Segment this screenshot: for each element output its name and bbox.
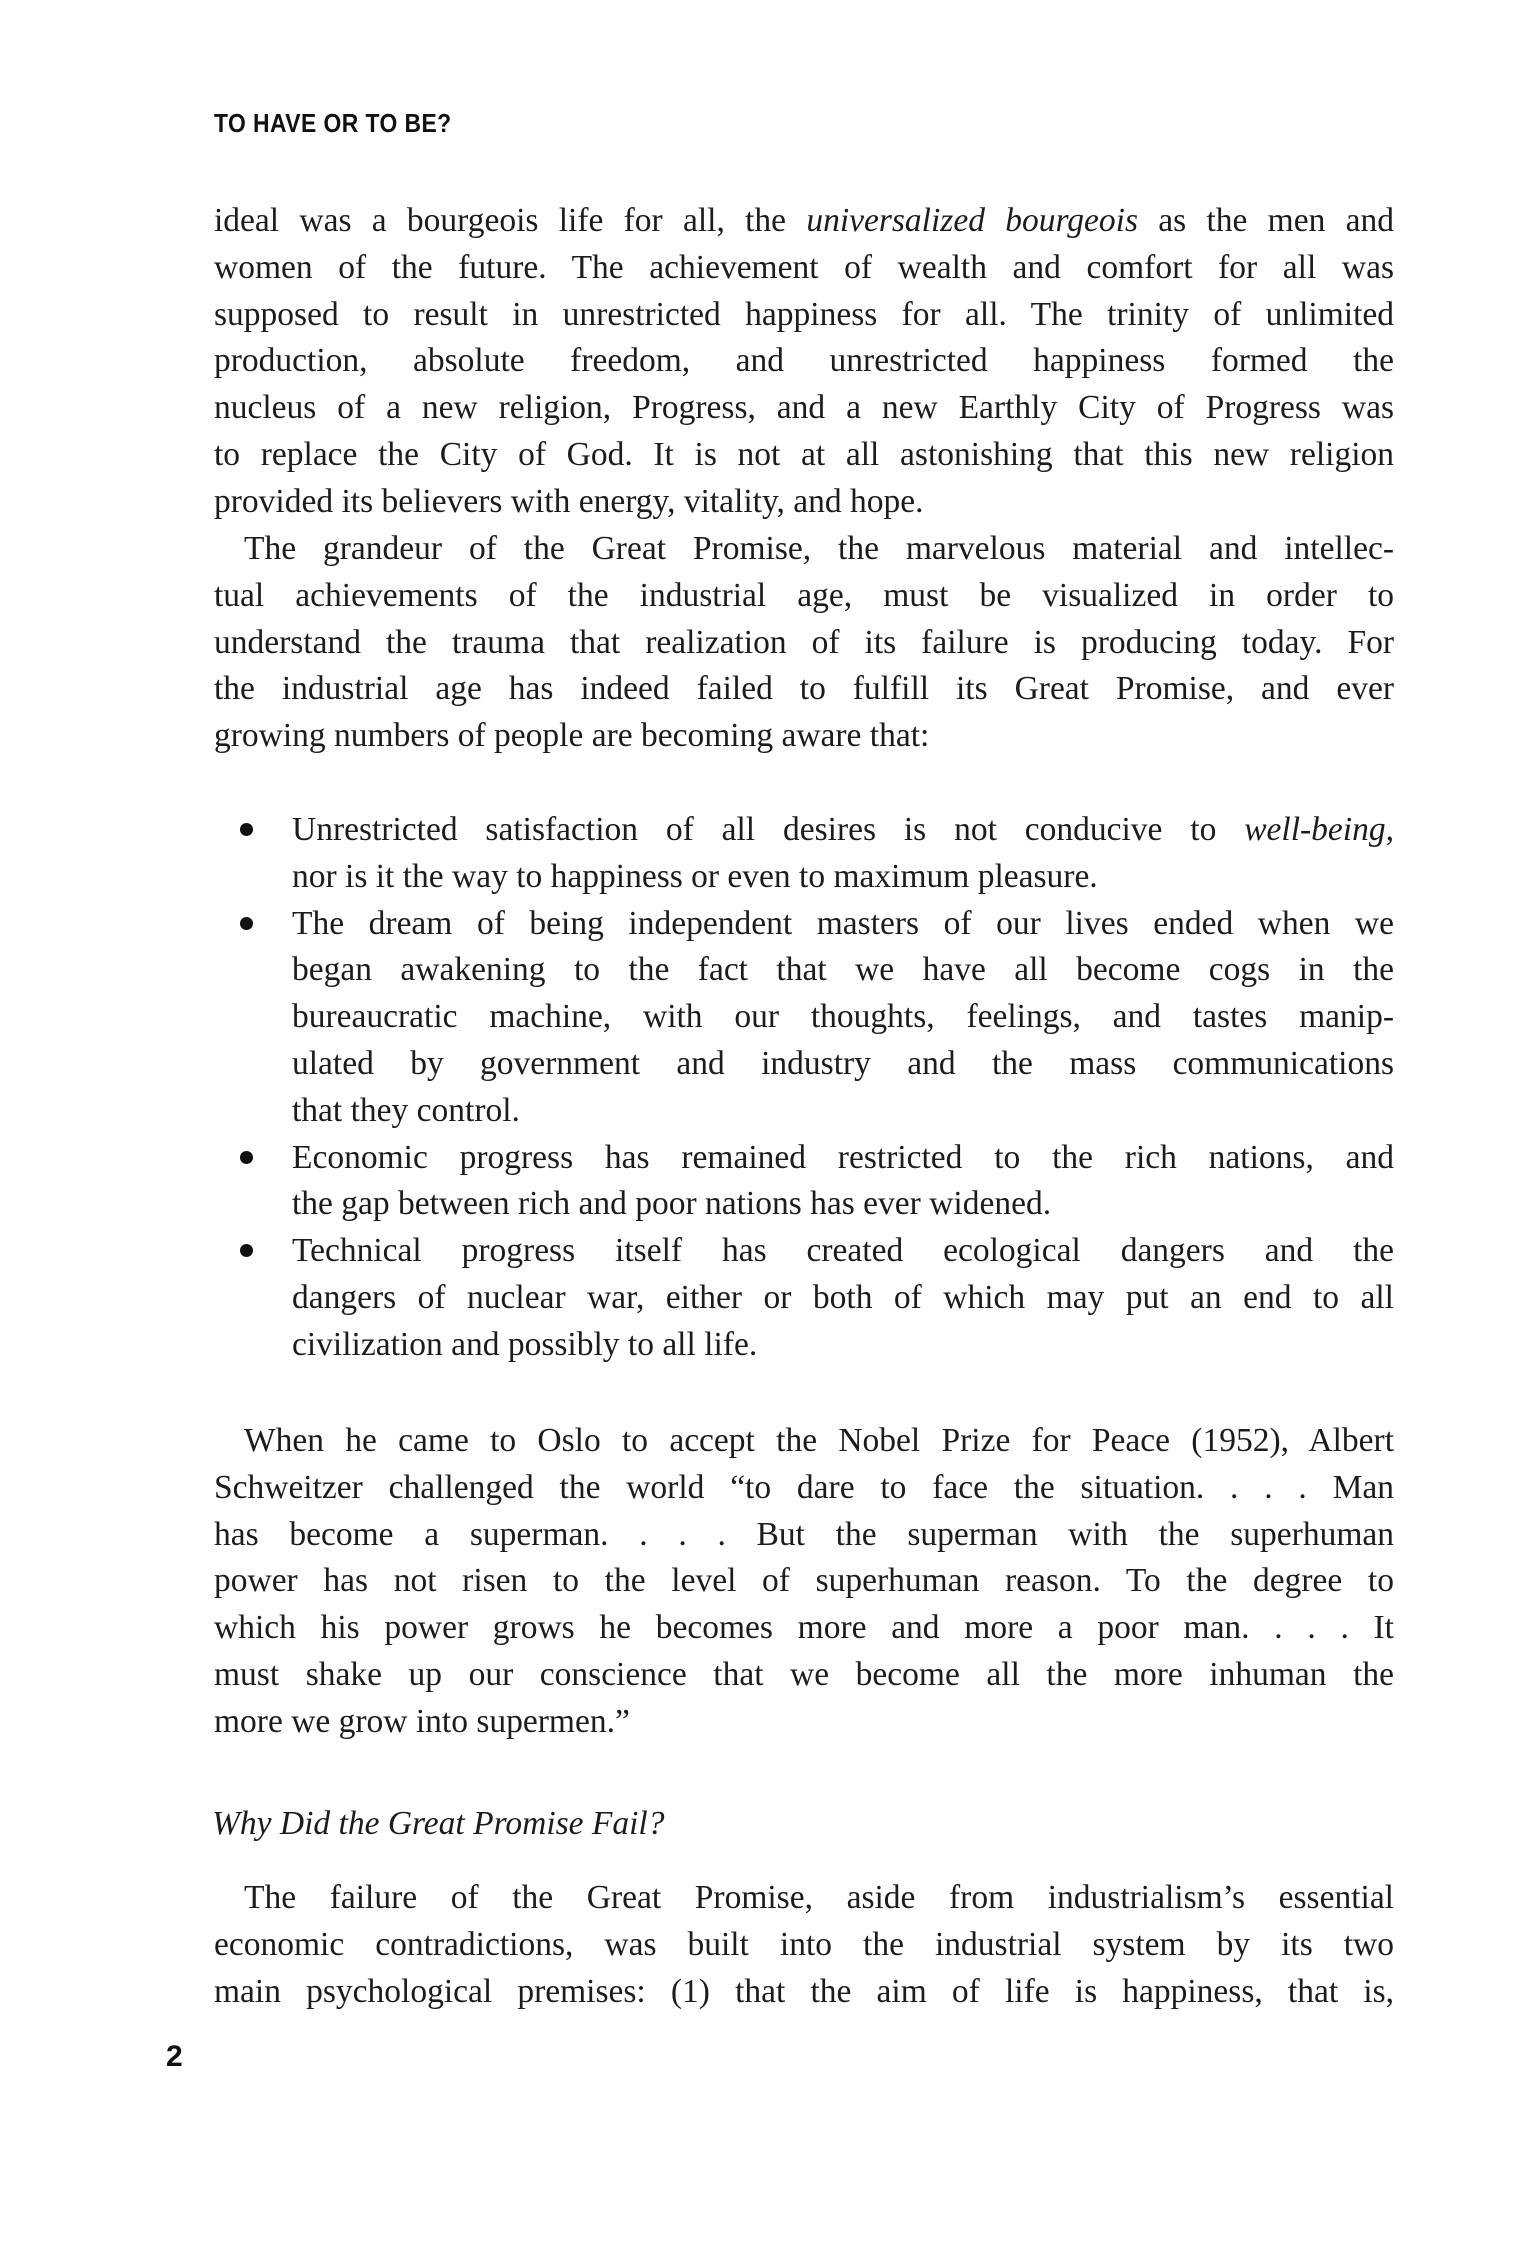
paragraph-3-line: more we grow into supermen.”	[214, 1702, 630, 1740]
section-heading: Why Did the Great Promise Fail?	[212, 1805, 665, 1842]
paragraph-1-line	[214, 197, 1394, 244]
italic-text: well-being,	[1244, 811, 1394, 848]
paragraph-2-line: tual achievements of the industrial age, must be visualized in order to	[214, 576, 1394, 614]
paragraph-1-line: production, absolute freedom, and unrestricted happiness formed the	[214, 342, 1394, 380]
bullet-item-line: bureaucratic machine, with our thoughts, feelings, and tastes manip-	[292, 998, 1394, 1036]
paragraph-1-line: women of the future. The achievement of wealth and comfort for all was	[214, 248, 1394, 286]
paragraph-3-line: When he came to Oslo to accept the Nobel Prize for Peace (1952), Albert	[244, 1422, 1394, 1459]
bullet-icon	[240, 1244, 253, 1257]
bullet-icon	[240, 917, 253, 930]
paragraph-1-line: supposed to result in unrestricted happiness for all. The trinity of unlimited	[214, 295, 1394, 333]
bullet-item-line: The dream of being independent masters of our lives ended when we	[292, 904, 1394, 942]
paragraph-2-line: understand the trauma that realization of its failure is producing today. For	[214, 623, 1394, 661]
bullet-item-line: Technical progress itself has created ecological dangers and the	[292, 1232, 1394, 1270]
paragraph-3-line: which his power grows he becomes more and more a poor man. . . . It	[214, 1609, 1394, 1647]
bullet-item-line: Economic progress has remained restricted to the rich nations, and	[292, 1138, 1394, 1176]
bullet-item-line	[292, 806, 1394, 853]
text-run: ideal was a bourgeois life for all, the	[214, 202, 807, 239]
paragraph-4-line: The failure of the Great Promise, aside from industrialism’s essential	[244, 1879, 1394, 1916]
paragraph-2-line: growing numbers of people are becoming aware that:	[214, 717, 930, 755]
paragraph-4-line: economic contradictions, was built into the industrial system by its two	[214, 1925, 1394, 1963]
paragraph-1-line: to replace the City of God. It is not at all astonishing that this new religion	[214, 436, 1394, 473]
paragraph-1-line: provided its believers with energy, vitality, and hope.	[214, 482, 924, 520]
paragraph-2-line: the industrial age has indeed failed to fulfill its Great Promise, and ever	[214, 670, 1394, 708]
paragraph-4-line: main psychological premises: (1) that the aim of life is happiness, that is,	[214, 1972, 1394, 2010]
bullet-item-line: dangers of nuclear war, either or both of which may put an end to all	[292, 1279, 1394, 1316]
text-run: as the men and	[1138, 202, 1394, 239]
paragraph-3-line: power has not risen to the level of superhuman reason. To the degree to	[214, 1562, 1394, 1600]
bullet-item-line: ulated by government and industry and the mass communications	[292, 1045, 1394, 1082]
bullet-item-line: civilization and possibly to all life.	[292, 1325, 758, 1363]
bullet-item-line: the gap between rich and poor nations has ever widened.	[292, 1185, 1052, 1223]
italic-text: universalized bourgeois	[806, 202, 1138, 239]
bullet-item-line: began awakening to the fact that we have all become cogs in the	[292, 951, 1394, 989]
page-number: 2	[166, 2040, 183, 2073]
bullet-item-line: nor is it the way to happiness or even to maximum pleasure.	[292, 857, 1098, 895]
bullet-icon	[240, 823, 253, 836]
paragraph-3-line: must shake up our conscience that we become all the more inhuman the	[214, 1656, 1394, 1693]
running-head: TO HAVE OR TO BE?	[214, 108, 452, 138]
paragraph-2-line: The grandeur of the Great Promise, the marvelous material and intellec-	[244, 530, 1394, 567]
paragraph-1-line: nucleus of a new religion, Progress, and a new Earthly City of Progress was	[214, 389, 1394, 427]
paragraph-3-line: has become a superman. . . . But the superman with the superhuman	[214, 1515, 1394, 1553]
paragraph-3-line: Schweitzer challenged the world “to dare to face the situation. . . . Man	[214, 1468, 1394, 1506]
bullet-item-line: that they control.	[292, 1091, 520, 1129]
text-run: Unrestricted satisfaction of all desires is not conducive to	[292, 811, 1245, 848]
bullet-icon	[240, 1151, 253, 1164]
